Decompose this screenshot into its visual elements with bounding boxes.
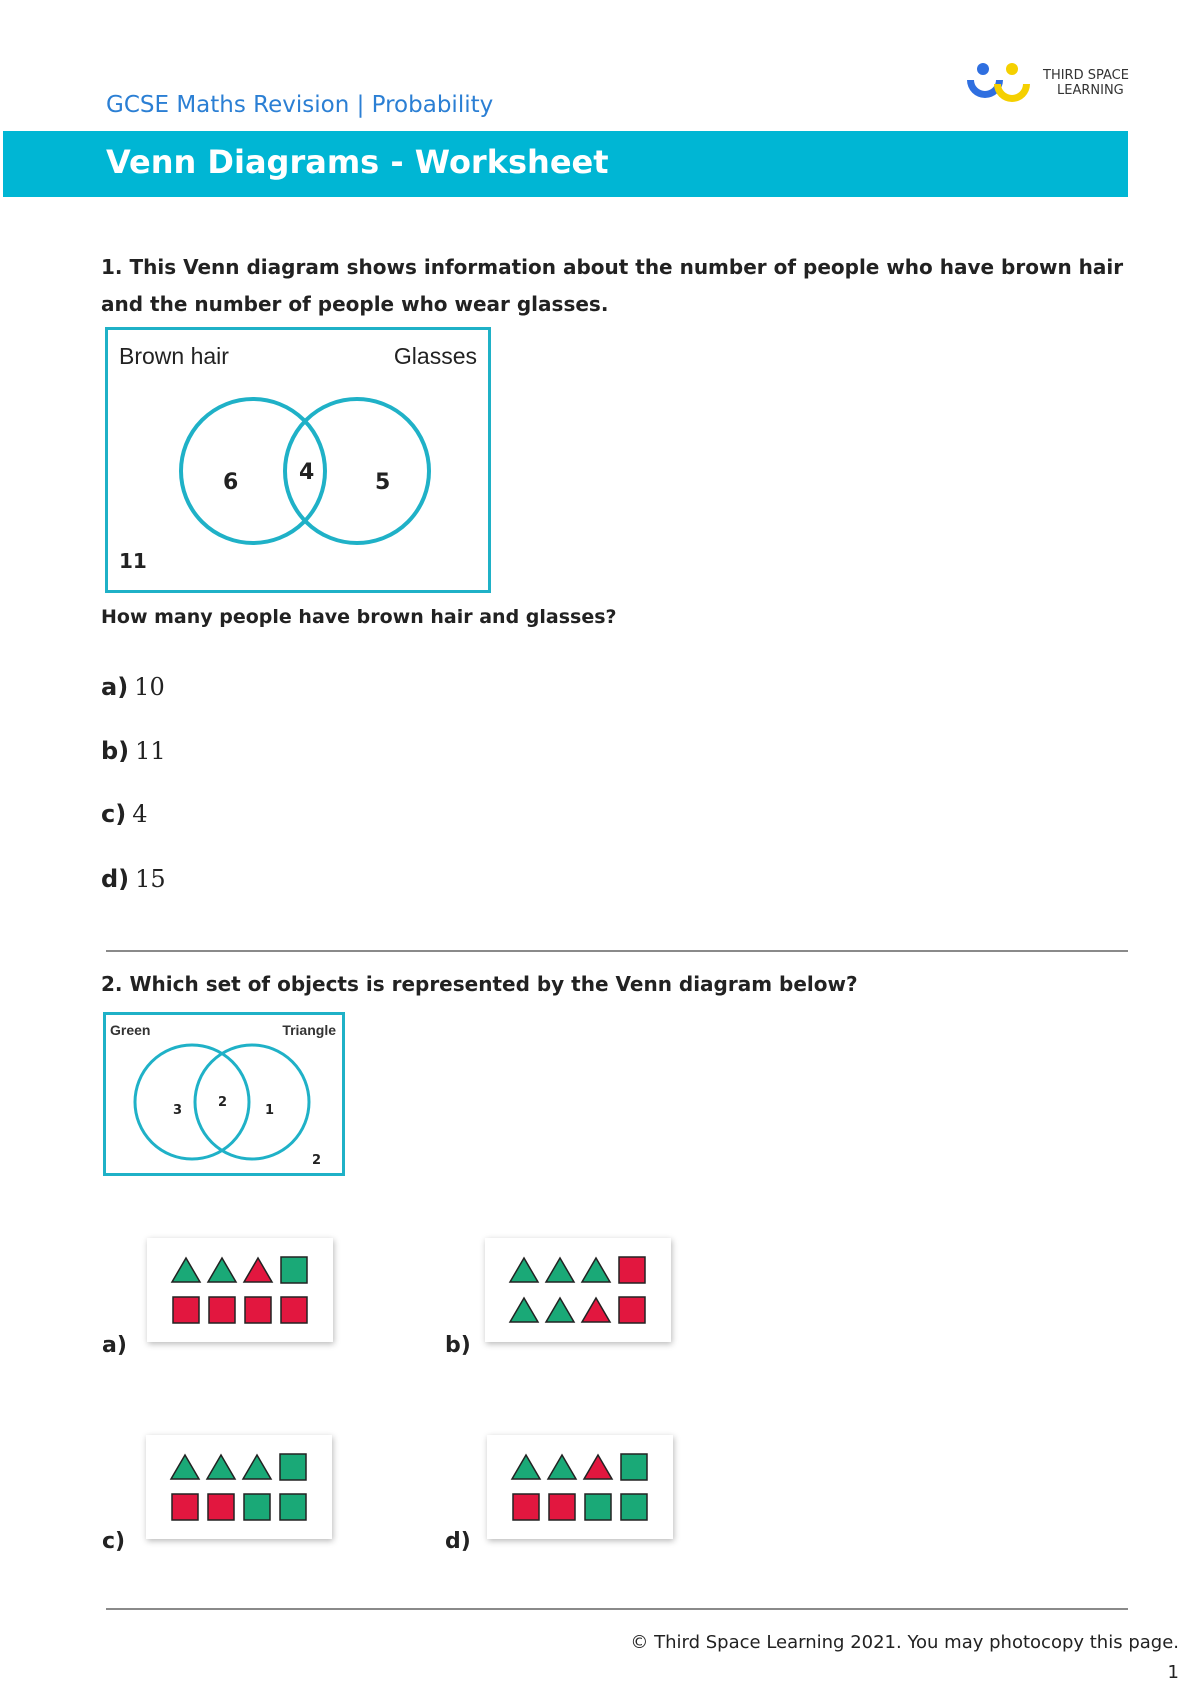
question-1-text: 1. This Venn diagram shows information about the number of people who have brown hair and the number of people who wear glasses.	[101, 255, 1124, 316]
green-square-shape	[280, 1494, 306, 1520]
question-1-body: This Venn diagram shows information about the number of people who have brown hair and the number of people who wear glasses.	[101, 255, 1124, 316]
q1-option-b[interactable]	[101, 737, 166, 765]
venn-1-left-label: Brown hair	[119, 343, 229, 369]
green-triangle-shape	[172, 1258, 200, 1282]
logo-line-1: THIRD SPACE	[1043, 68, 1129, 83]
venn-2-right-only-value: 1	[265, 1103, 275, 1118]
green-square-shape	[281, 1257, 307, 1283]
venn-2-right-label: Triangle	[282, 1022, 336, 1038]
venn-1-outside-value: 11	[119, 549, 147, 573]
red-triangle-shape	[244, 1258, 272, 1282]
green-triangle-shape	[171, 1455, 199, 1479]
red-square-shape	[172, 1494, 198, 1520]
q2-choice-c-shapes	[146, 1435, 332, 1539]
footer-divider	[106, 1608, 1128, 1610]
red-triangle-shape	[582, 1298, 610, 1322]
red-square-shape	[245, 1297, 271, 1323]
venn-1-intersection-value: 4	[299, 460, 315, 485]
q2-choice-a-shapes	[147, 1238, 333, 1342]
venn-2-left-label: Green	[110, 1022, 151, 1038]
title-banner	[3, 131, 1128, 197]
q2-choice-b-card[interactable]	[485, 1238, 671, 1342]
venn-2-outside-value: 2	[312, 1153, 322, 1168]
logo-line-2: LEARNING	[1057, 83, 1124, 98]
question-2-body: Which set of objects is represented by the Venn diagram below?	[129, 972, 858, 996]
green-square-shape	[280, 1454, 306, 1480]
q1-option-label: c)	[101, 800, 127, 828]
red-square-shape	[549, 1494, 575, 1520]
red-square-shape	[173, 1297, 199, 1323]
q2-choice-b-shapes	[485, 1238, 671, 1342]
q1-option-label: a)	[101, 673, 129, 701]
q2-choice-c-card[interactable]	[146, 1435, 332, 1539]
green-square-shape	[621, 1454, 647, 1480]
green-triangle-shape	[548, 1455, 576, 1479]
q2-choice-a-card[interactable]	[147, 1238, 333, 1342]
green-triangle-shape	[546, 1298, 574, 1322]
question-2-number: 2	[101, 972, 115, 996]
venn-2-left-only-value: 3	[173, 1103, 183, 1118]
q2-choice-d-card[interactable]	[487, 1435, 673, 1539]
green-square-shape	[244, 1494, 270, 1520]
q1-option-a[interactable]	[101, 673, 165, 701]
red-square-shape	[281, 1297, 307, 1323]
red-square-shape	[619, 1297, 645, 1323]
q1-option-value: 11	[135, 737, 166, 765]
third-space-learning-logo	[965, 60, 1145, 108]
venn-2-circle-left	[135, 1045, 249, 1159]
red-square-shape	[513, 1494, 539, 1520]
q1-option-value: 10	[134, 673, 165, 701]
green-triangle-shape	[582, 1258, 610, 1282]
venn-1-left-only-value: 6	[223, 470, 239, 495]
section-divider	[106, 950, 1128, 952]
q1-option-value: 15	[135, 865, 166, 893]
page-title: Venn Diagrams - Worksheet	[106, 143, 609, 181]
q1-option-label: d)	[101, 865, 130, 893]
green-triangle-shape	[207, 1455, 235, 1479]
logo-mark-icon	[965, 60, 1040, 108]
green-triangle-shape	[510, 1258, 538, 1282]
worksheet-subtitle: GCSE Maths Revision | Probability	[106, 92, 494, 118]
green-triangle-shape	[208, 1258, 236, 1282]
green-square-shape	[585, 1494, 611, 1520]
green-triangle-shape	[510, 1298, 538, 1322]
q1-option-d[interactable]	[101, 865, 166, 893]
logo-text	[1043, 68, 1129, 98]
question-2-text: 2. Which set of objects is represented by the Venn diagram below?	[101, 972, 858, 996]
q2-choice-d-shapes	[487, 1435, 673, 1539]
venn-diagram-2	[103, 1012, 345, 1176]
question-1-prompt: How many people have brown hair and glasses?	[101, 606, 617, 628]
green-square-shape	[621, 1494, 647, 1520]
red-square-shape	[209, 1297, 235, 1323]
green-triangle-shape	[243, 1455, 271, 1479]
venn-1-right-only-value: 5	[375, 470, 391, 495]
q1-option-value: 4	[132, 800, 148, 828]
red-square-shape	[619, 1257, 645, 1283]
q2-choice-a-label[interactable]: a)	[102, 1333, 127, 1358]
green-triangle-shape	[512, 1455, 540, 1479]
red-square-shape	[208, 1494, 234, 1520]
red-triangle-shape	[584, 1455, 612, 1479]
q1-option-c[interactable]	[101, 800, 147, 828]
venn-diagram-1	[105, 327, 491, 593]
page-number: 1	[1167, 1662, 1179, 1683]
venn-2-intersection-value: 2	[218, 1095, 228, 1110]
green-triangle-shape	[546, 1258, 574, 1282]
venn-2-circle-right	[195, 1045, 309, 1159]
venn-1-right-label: Glasses	[393, 343, 477, 369]
q2-choice-b-label[interactable]: b)	[445, 1333, 471, 1358]
question-1-number: 1	[101, 255, 115, 279]
copyright-notice: © Third Space Learning 2021. You may photocopy this page.	[630, 1632, 1179, 1653]
q2-choice-d-label[interactable]: d)	[445, 1529, 471, 1554]
q1-option-label: b)	[101, 737, 130, 765]
q2-choice-c-label[interactable]: c)	[102, 1529, 126, 1554]
